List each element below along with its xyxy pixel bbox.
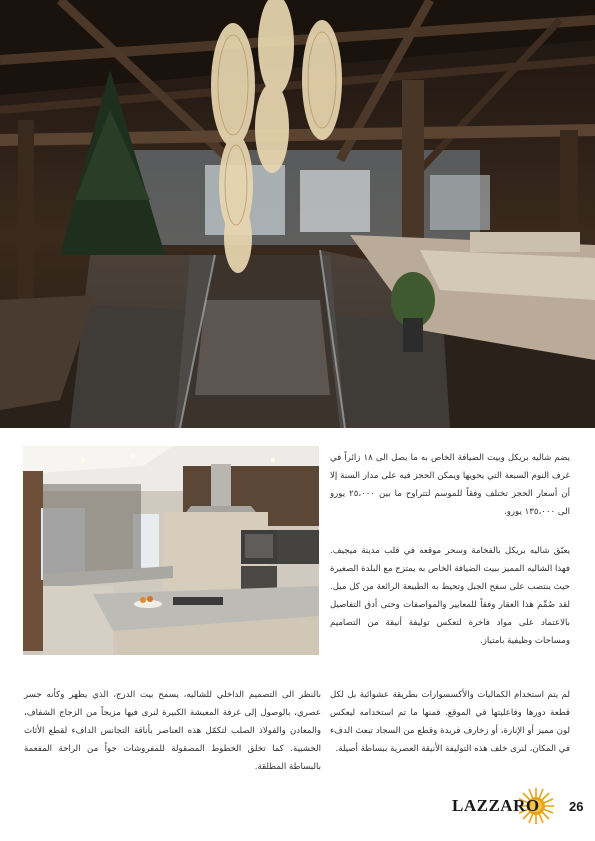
kitchen-photo: [23, 446, 319, 655]
page-number: 26: [569, 799, 584, 814]
lazzaro-logo: [452, 786, 562, 826]
logo-text: LAZZARO: [452, 796, 540, 815]
article-paragraph-4: بالنظر الى التصميم الداخلي للشاليه، يسمح بيت الدرج، الذي يظهر وكأنه جسر عصري، بالوصول إلى غرفة المعيشة الكبيرة لنرى فيها مزيجاً من الزجاج الشفاف، والمعادن والفولاذ الصلب لتكمّل هذه العناصر بأناقة التجانس الدافء لقطع الأثاث الخشبية. كما تخلق الخطوط المصقولة للمفروشات جواً من الراحة المفعمة بالبساطة المطلقة.: [24, 690, 321, 772]
article-paragraph-2: يعبّق شاليه بريكل بالفخامة وسحر موقعه في قلب مدينة ميجيف. فهذا الشاليه المميز ببيت الضيافة الخاص به يمتزج مع البلدة الصغيرة حيث ينتصب على سفح الجبل وتحيط به الطبيعة الرائعة من كل ميل. لقد صُمِّم هذا العقار وفقاً للمعايير والمواصفات وحتى أدق التفاصيل بالاعتماد على مواد فاخرة لتعكس توليفة أنيقة من التصاميم ومساحات وظيفية بامتياز.: [330, 546, 570, 646]
article-paragraph-3: لم يتم استخدام الكماليات والأكسسوارات بطريقة عشوائية بل لكل قطعة دورها وفاعليتها في الموقع. فمنها ما تم استخدامه ليعكس لون مميز أو الإنارة، أو زخارف فريدة وقطع من السجاد تبعث الدفء في المكان، لنرى خلف هذه التوليفة الأنيقة العصرية ببساطة أصيلة.: [330, 690, 570, 754]
article-paragraph-1: يضم شاليه بريكل وبيت الضيافة الخاص به ما يصل الى ١٨ زائراً في غرف النوم السبعة التي يحويها ويمكن الحجز فيه على مدار السنة إلا أن أسعار الحجز تختلف وفقاً للموسم لتتراوح ما بين ٢٥،٠٠٠ يورو الى ١٣٥،٠٠٠ يورو.: [330, 453, 570, 517]
